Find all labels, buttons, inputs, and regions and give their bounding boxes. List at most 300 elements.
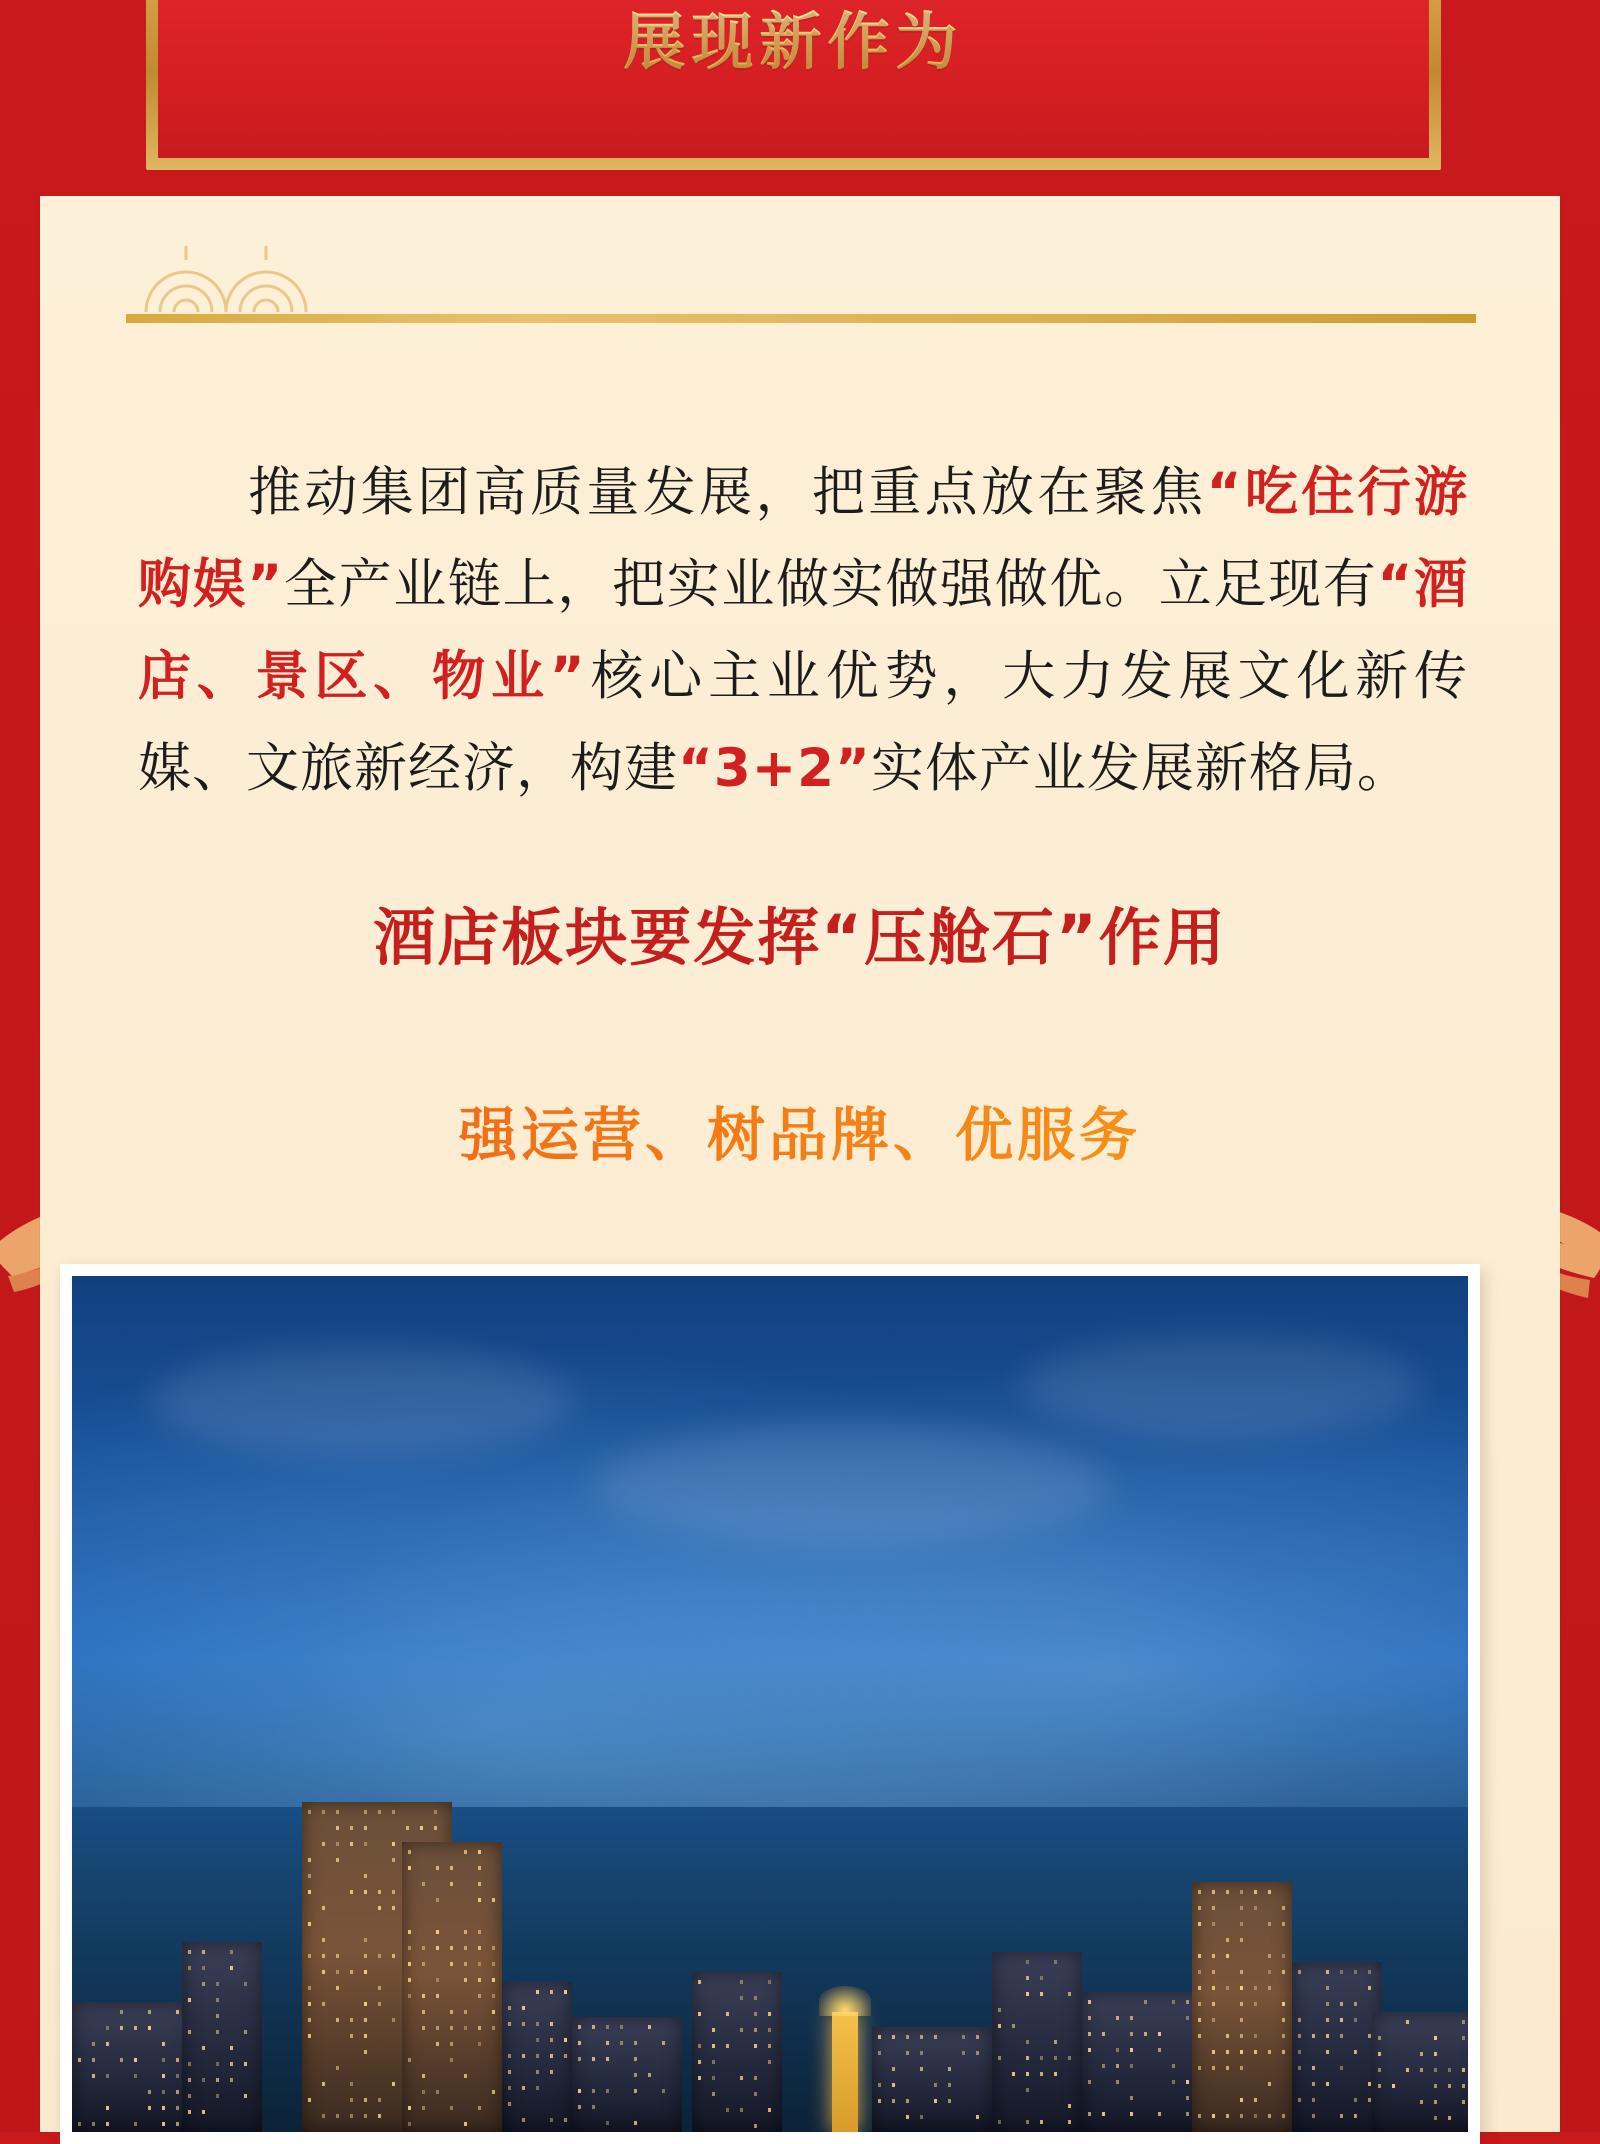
window-light bbox=[592, 2025, 595, 2029]
window-light bbox=[450, 1962, 453, 1966]
window-light bbox=[578, 2041, 581, 2045]
window-light bbox=[1354, 1970, 1357, 1974]
window-light bbox=[378, 1986, 381, 1990]
window-light bbox=[1198, 1986, 1201, 1990]
window-light bbox=[1448, 2116, 1451, 2120]
window-light bbox=[1240, 1986, 1243, 1990]
window-light bbox=[492, 1898, 495, 1902]
window-light bbox=[1312, 2098, 1315, 2102]
building bbox=[572, 2017, 682, 2132]
window-light bbox=[1068, 2104, 1071, 2108]
window-light bbox=[712, 2060, 715, 2064]
window-light bbox=[216, 1998, 219, 2002]
window-light bbox=[508, 2022, 511, 2026]
window-light bbox=[106, 2122, 109, 2126]
window-light bbox=[478, 1946, 481, 1950]
window-light bbox=[698, 2076, 701, 2080]
window-light bbox=[492, 1978, 495, 1982]
window-light bbox=[364, 1842, 367, 1846]
window-light bbox=[134, 2074, 137, 2078]
window-light bbox=[550, 2038, 553, 2042]
window-light bbox=[216, 2014, 219, 2018]
window-light bbox=[478, 1962, 481, 1966]
window-light bbox=[1186, 2080, 1189, 2084]
window-light bbox=[478, 1930, 481, 1934]
window-light bbox=[768, 1980, 771, 1984]
window-light bbox=[148, 2106, 151, 2110]
window-light bbox=[606, 2121, 609, 2125]
window-light bbox=[508, 2006, 511, 2010]
window-light bbox=[1298, 2050, 1301, 2054]
window-light bbox=[592, 2105, 595, 2109]
window-light bbox=[1340, 1970, 1343, 1974]
window-light bbox=[564, 1990, 567, 1994]
window-light bbox=[1378, 2084, 1381, 2088]
window-light bbox=[364, 2098, 367, 2102]
window-light bbox=[408, 2058, 411, 2062]
window-light bbox=[1240, 2034, 1243, 2038]
window-light bbox=[350, 2082, 353, 2086]
window-light bbox=[1282, 1970, 1285, 1974]
window-light bbox=[1254, 2050, 1257, 2054]
window-light bbox=[464, 1930, 467, 1934]
window-light bbox=[564, 2054, 567, 2058]
window-light bbox=[350, 2018, 353, 2022]
window-light bbox=[422, 2026, 425, 2030]
window-light bbox=[948, 2099, 951, 2103]
window-light bbox=[892, 2083, 895, 2087]
window-light bbox=[1420, 2100, 1423, 2104]
window-light bbox=[1462, 2036, 1465, 2040]
window-light bbox=[564, 2118, 567, 2122]
paragraph-segment: 推动集团高质量发展，把重点放在聚焦 bbox=[248, 462, 1207, 523]
window-light bbox=[1012, 2024, 1015, 2028]
window-light bbox=[1198, 1922, 1201, 1926]
window-light bbox=[1254, 1890, 1257, 1894]
window-light bbox=[606, 2089, 609, 2093]
window-light bbox=[336, 1842, 339, 1846]
window-light bbox=[1368, 2034, 1371, 2038]
window-light bbox=[634, 2089, 637, 2093]
window-light bbox=[308, 1986, 311, 1990]
window-light bbox=[336, 1970, 339, 1974]
window-light bbox=[1040, 1992, 1043, 1996]
window-light bbox=[188, 2110, 191, 2114]
window-light bbox=[308, 2034, 311, 2038]
banner-title: 展现新作为 bbox=[146, 0, 1441, 81]
window-light bbox=[1054, 2072, 1057, 2076]
window-light bbox=[308, 1858, 311, 1862]
window-light bbox=[550, 2070, 553, 2074]
building bbox=[992, 1952, 1082, 2132]
window-light bbox=[188, 1950, 191, 1954]
window-light bbox=[378, 1954, 381, 1958]
window-light bbox=[322, 1906, 325, 1910]
window-light bbox=[740, 2108, 743, 2112]
window-light bbox=[450, 2042, 453, 2046]
window-light bbox=[188, 1998, 191, 2002]
window-light bbox=[408, 1850, 411, 1854]
window-light bbox=[1462, 2084, 1465, 2088]
window-light bbox=[1212, 1906, 1215, 1910]
window-light bbox=[1326, 2082, 1329, 2086]
window-light bbox=[1378, 2068, 1381, 2072]
window-light bbox=[1226, 2114, 1229, 2118]
window-light bbox=[436, 1978, 439, 1982]
window-light bbox=[350, 1890, 353, 1894]
window-light bbox=[420, 1826, 423, 1830]
window-light bbox=[1198, 2066, 1201, 2070]
window-light bbox=[1298, 2098, 1301, 2102]
window-light bbox=[1406, 2020, 1409, 2024]
window-light bbox=[308, 2018, 311, 2022]
window-light bbox=[392, 2082, 395, 2086]
window-light bbox=[522, 2006, 525, 2010]
window-light bbox=[336, 1954, 339, 1958]
window-light bbox=[768, 2012, 771, 2016]
window-light bbox=[422, 1962, 425, 1966]
window-light bbox=[878, 2035, 881, 2039]
window-light bbox=[1240, 2066, 1243, 2070]
window-light bbox=[322, 1938, 325, 1942]
window-light bbox=[1212, 1970, 1215, 1974]
window-light bbox=[998, 2056, 1001, 2060]
window-light bbox=[364, 1810, 367, 1814]
window-light bbox=[1088, 2032, 1091, 2036]
building bbox=[1372, 2012, 1468, 2132]
window-light bbox=[1312, 2114, 1315, 2118]
window-light bbox=[1198, 2114, 1201, 2118]
window-light bbox=[1116, 2080, 1119, 2084]
window-light bbox=[422, 1946, 425, 1950]
window-light bbox=[188, 1966, 191, 1970]
window-light bbox=[162, 2074, 165, 2078]
window-light bbox=[436, 1898, 439, 1902]
window-light bbox=[422, 2074, 425, 2078]
window-light bbox=[1040, 2072, 1043, 2076]
window-light bbox=[308, 1922, 311, 1926]
window-light bbox=[592, 2089, 595, 2093]
window-light bbox=[148, 2010, 151, 2014]
window-light bbox=[492, 2010, 495, 2014]
window-light bbox=[106, 2106, 109, 2110]
window-light bbox=[188, 2078, 191, 2082]
window-light bbox=[1392, 2084, 1395, 2088]
window-light bbox=[78, 2122, 81, 2126]
cloud-shape bbox=[152, 1346, 572, 1456]
window-light bbox=[906, 2099, 909, 2103]
window-light bbox=[436, 1994, 439, 1998]
window-light bbox=[1434, 2068, 1437, 2072]
window-light bbox=[176, 2058, 179, 2062]
window-light bbox=[392, 1810, 395, 1814]
window-light bbox=[244, 2094, 247, 2098]
window-light bbox=[1354, 2018, 1357, 2022]
window-light bbox=[120, 2026, 123, 2030]
window-light bbox=[1026, 2056, 1029, 2060]
window-light bbox=[492, 1962, 495, 1966]
window-light bbox=[1240, 1906, 1243, 1910]
window-light bbox=[364, 2034, 367, 2038]
window-light bbox=[336, 1810, 339, 1814]
window-light bbox=[336, 2066, 339, 2070]
window-light bbox=[1226, 1986, 1229, 1990]
window-light bbox=[906, 2051, 909, 2055]
window-light bbox=[478, 1882, 481, 1886]
window-light bbox=[1130, 2064, 1133, 2068]
window-light bbox=[202, 1966, 205, 1970]
window-light bbox=[1368, 2082, 1371, 2086]
window-light bbox=[712, 2076, 715, 2080]
window-light bbox=[1420, 2068, 1423, 2072]
window-light bbox=[1088, 2016, 1091, 2020]
window-light bbox=[1462, 2020, 1465, 2024]
window-light bbox=[1144, 2000, 1147, 2004]
photo-frame bbox=[60, 1264, 1480, 2144]
window-light bbox=[1340, 2114, 1343, 2118]
window-light bbox=[478, 2026, 481, 2030]
window-light bbox=[1212, 2050, 1215, 2054]
window-light bbox=[176, 2090, 179, 2094]
window-light bbox=[934, 2099, 937, 2103]
window-light bbox=[450, 1946, 453, 1950]
window-light bbox=[1130, 2016, 1133, 2020]
window-light bbox=[1172, 2064, 1175, 2068]
window-light bbox=[578, 2025, 581, 2029]
window-light bbox=[492, 1994, 495, 1998]
window-light bbox=[378, 1810, 381, 1814]
window-light bbox=[508, 2102, 511, 2106]
window-light bbox=[308, 2002, 311, 2006]
window-light bbox=[364, 1938, 367, 1942]
window-light bbox=[478, 1866, 481, 1870]
window-light bbox=[1102, 2112, 1105, 2116]
window-light bbox=[106, 2026, 109, 2030]
window-light bbox=[106, 2042, 109, 2046]
window-light bbox=[162, 2058, 165, 2062]
window-light bbox=[364, 2050, 367, 2054]
window-light bbox=[176, 2074, 179, 2078]
window-light bbox=[1026, 1976, 1029, 1980]
window-light bbox=[1158, 2048, 1161, 2052]
window-light bbox=[754, 2012, 757, 2016]
window-light bbox=[508, 2054, 511, 2058]
window-light bbox=[1282, 2034, 1285, 2038]
window-light bbox=[408, 1866, 411, 1870]
building bbox=[872, 2027, 992, 2132]
window-light bbox=[606, 2057, 609, 2061]
window-light bbox=[1254, 2002, 1257, 2006]
window-light bbox=[1012, 2072, 1015, 2076]
window-light bbox=[364, 1874, 367, 1878]
window-light bbox=[698, 2044, 701, 2048]
window-light bbox=[478, 1978, 481, 1982]
window-light bbox=[92, 2058, 95, 2062]
window-light bbox=[1088, 2112, 1091, 2116]
window-light bbox=[188, 2094, 191, 2098]
window-light bbox=[1040, 2056, 1043, 2060]
window-light bbox=[1378, 2036, 1381, 2040]
window-light bbox=[522, 2086, 525, 2090]
window-light bbox=[230, 2062, 233, 2066]
window-light bbox=[536, 2086, 539, 2090]
window-light bbox=[1462, 2100, 1465, 2104]
paragraph-segment: 实体产业发展新格局。 bbox=[870, 738, 1411, 799]
window-light bbox=[1282, 1922, 1285, 1926]
window-light bbox=[1130, 2096, 1133, 2100]
window-light bbox=[378, 2114, 381, 2118]
window-light bbox=[1354, 2050, 1357, 2054]
window-light bbox=[1326, 2002, 1329, 2006]
gold-divider bbox=[126, 314, 1476, 323]
window-light bbox=[436, 1866, 439, 1870]
window-light bbox=[408, 1994, 411, 1998]
window-light bbox=[1026, 2088, 1029, 2092]
window-light bbox=[408, 1978, 411, 1982]
building bbox=[1192, 1882, 1292, 2132]
window-light bbox=[202, 2110, 205, 2114]
header-banner bbox=[146, 0, 1441, 170]
window-light bbox=[1198, 1954, 1201, 1958]
window-light bbox=[1448, 2068, 1451, 2072]
window-light bbox=[712, 2044, 715, 2048]
window-light bbox=[1240, 1970, 1243, 1974]
window-light bbox=[392, 1890, 395, 1894]
window-light bbox=[698, 2060, 701, 2064]
window-light bbox=[1340, 2034, 1343, 2038]
window-light bbox=[726, 2108, 729, 2112]
window-light bbox=[364, 1954, 367, 1958]
window-light bbox=[378, 2098, 381, 2102]
window-light bbox=[1240, 1922, 1243, 1926]
window-light bbox=[336, 2018, 339, 2022]
window-light bbox=[350, 1970, 353, 1974]
window-light bbox=[592, 2057, 595, 2061]
window-light bbox=[216, 2078, 219, 2082]
window-light bbox=[92, 2122, 95, 2126]
window-light bbox=[450, 2010, 453, 2014]
window-light bbox=[1282, 1906, 1285, 1910]
window-light bbox=[322, 1970, 325, 1974]
window-light bbox=[364, 2018, 367, 2022]
window-light bbox=[322, 1810, 325, 1814]
paragraph-highlight: “吃住行游购娱” bbox=[138, 462, 1468, 615]
window-light bbox=[712, 2092, 715, 2096]
window-light bbox=[436, 2090, 439, 2094]
window-light bbox=[536, 2022, 539, 2026]
window-light bbox=[1254, 2098, 1257, 2102]
window-light bbox=[244, 2030, 247, 2034]
window-light bbox=[1434, 2084, 1437, 2088]
window-light bbox=[1312, 2082, 1315, 2086]
window-light bbox=[578, 2089, 581, 2093]
window-light bbox=[188, 2062, 191, 2066]
arch-ornament-icon bbox=[126, 224, 366, 314]
window-light bbox=[634, 2057, 637, 2061]
window-light bbox=[1130, 2112, 1133, 2116]
window-light bbox=[1268, 1970, 1271, 1974]
window-light bbox=[1240, 2114, 1243, 2118]
window-light bbox=[1212, 2018, 1215, 2022]
content-card bbox=[40, 196, 1560, 2132]
window-light bbox=[1172, 2000, 1175, 2004]
window-light bbox=[492, 2026, 495, 2030]
window-light bbox=[1282, 2018, 1285, 2022]
window-light bbox=[436, 1946, 439, 1950]
window-light bbox=[508, 2086, 511, 2090]
window-light bbox=[606, 2025, 609, 2029]
window-light bbox=[998, 2120, 1001, 2124]
window-light bbox=[450, 1866, 453, 1870]
window-light bbox=[1326, 2034, 1329, 2038]
window-light bbox=[216, 2094, 219, 2098]
window-light bbox=[768, 2060, 771, 2064]
window-light bbox=[1116, 2048, 1119, 2052]
window-light bbox=[1434, 2036, 1437, 2040]
window-light bbox=[662, 2089, 665, 2093]
window-light bbox=[230, 2078, 233, 2082]
window-light bbox=[1312, 2034, 1315, 2038]
window-light bbox=[162, 2090, 165, 2094]
window-light bbox=[134, 2058, 137, 2062]
window-light bbox=[450, 1882, 453, 1886]
window-light bbox=[392, 2018, 395, 2022]
window-light bbox=[1026, 2072, 1029, 2076]
window-light bbox=[648, 2073, 651, 2077]
window-light bbox=[148, 2026, 151, 2030]
window-light bbox=[998, 2024, 1001, 2028]
window-light bbox=[216, 1982, 219, 1986]
window-light bbox=[1054, 2040, 1057, 2044]
window-light bbox=[408, 2106, 411, 2110]
window-light bbox=[1186, 2000, 1189, 2004]
window-light bbox=[1054, 2056, 1057, 2060]
window-light bbox=[464, 1978, 467, 1982]
window-light bbox=[1158, 2032, 1161, 2036]
window-light bbox=[550, 2022, 553, 2026]
building bbox=[1292, 1962, 1382, 2132]
window-light bbox=[920, 2067, 923, 2071]
window-light bbox=[106, 2074, 109, 2078]
window-light bbox=[230, 1950, 233, 1954]
window-light bbox=[1026, 2120, 1029, 2124]
window-light bbox=[920, 2051, 923, 2055]
window-light bbox=[1240, 2002, 1243, 2006]
window-light bbox=[768, 2028, 771, 2032]
window-light bbox=[336, 1986, 339, 1990]
window-light bbox=[436, 2042, 439, 2046]
window-light bbox=[434, 1810, 437, 1814]
window-light bbox=[1212, 1890, 1215, 1894]
window-light bbox=[336, 2114, 339, 2118]
window-light bbox=[364, 1826, 367, 1830]
window-light bbox=[1326, 1986, 1329, 1990]
window-light bbox=[322, 2082, 325, 2086]
window-light bbox=[1198, 1970, 1201, 1974]
window-light bbox=[578, 2057, 581, 2061]
window-light bbox=[350, 2034, 353, 2038]
window-light bbox=[1378, 2052, 1381, 2056]
window-light bbox=[478, 1898, 481, 1902]
window-light bbox=[1212, 2114, 1215, 2118]
window-light bbox=[392, 1954, 395, 1958]
window-light bbox=[536, 1990, 539, 1994]
window-light bbox=[740, 1996, 743, 2000]
window-light bbox=[1268, 1986, 1271, 1990]
window-light bbox=[1340, 2066, 1343, 2070]
window-light bbox=[726, 2012, 729, 2016]
window-light bbox=[308, 2098, 311, 2102]
